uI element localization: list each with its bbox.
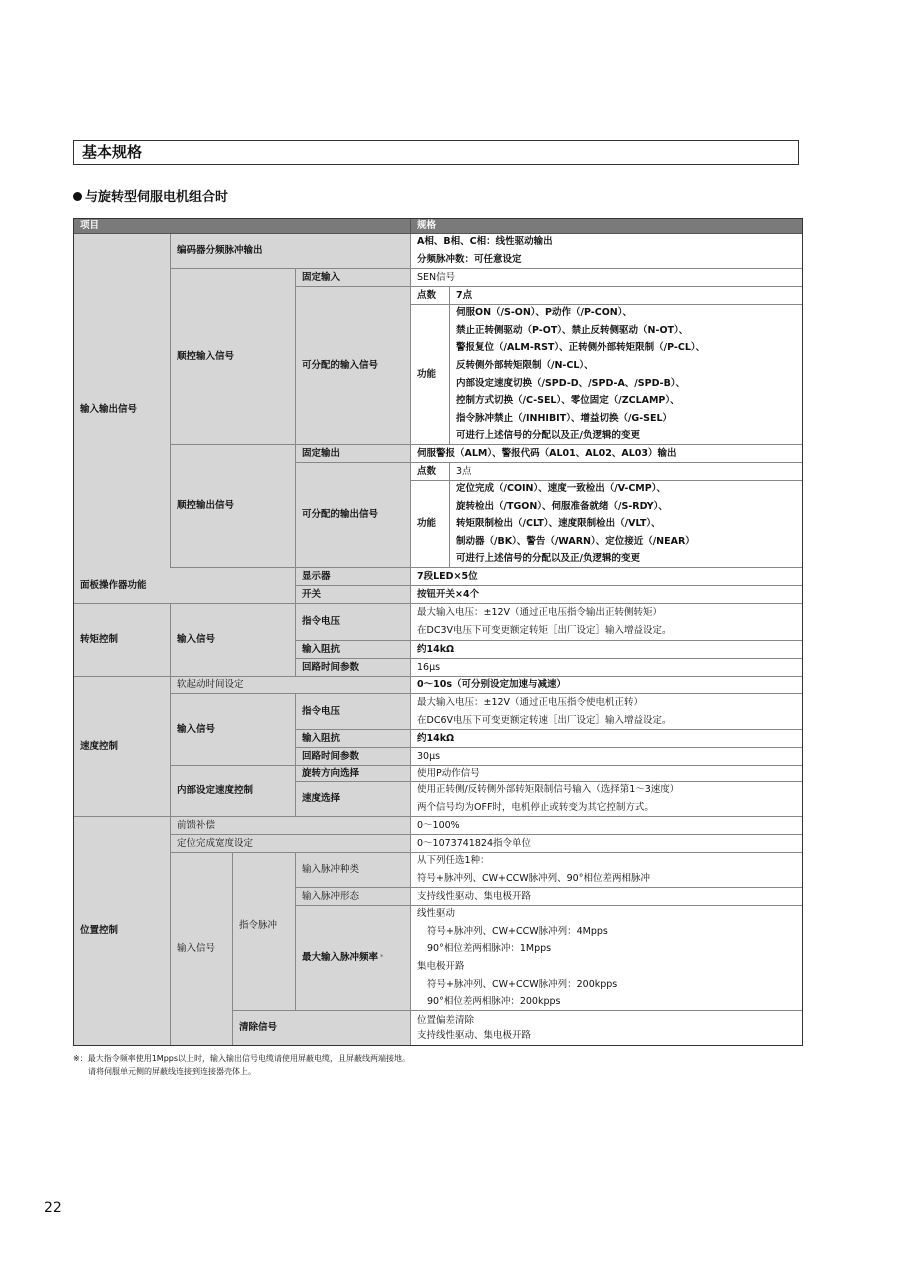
points-in-label: 点数 xyxy=(411,287,450,305)
panel-label: 面板操作器功能 xyxy=(74,568,296,604)
speed-cmd-label: 指令电压 xyxy=(296,694,411,730)
speed-select-value: 使用正转侧/反转侧外部转矩限制信号输入（选择第1～3速度） 两个信号均为OFF时，电机停止或转变为其它控制方式。 xyxy=(411,782,802,817)
header-spec: 规格 xyxy=(411,219,802,234)
fixed-in-value: SEN信号 xyxy=(411,269,802,287)
points-in-value: 7点 xyxy=(450,287,802,305)
footnote xyxy=(73,1052,410,1078)
fixed-in-label: 固定输入 xyxy=(296,269,411,287)
speed-imp-value: 约14kΩ xyxy=(411,730,802,748)
max-freq-label: 最大输入脉冲频率 * xyxy=(296,906,411,1011)
speed-input-label: 输入信号 xyxy=(171,694,296,766)
speed-select-label: 速度选择 xyxy=(296,782,411,817)
position-label: 位置控制 xyxy=(74,817,171,1045)
seq-out-label: 顺控输出信号 xyxy=(171,445,296,568)
feedforward-value: 0～100% xyxy=(411,817,802,835)
func-out-list: 定位完成（/COIN）、速度一致检出（/V-CMP）、 旋转检出（/TGON）、伺服准备就绪（/S-RDY）、 转矩限制检出（/CLT）、速度限制检出（/VLT）、 制动器（/BK）、警告（/WARN）、定位接近（/NEAR） 可进行上述信号的分配以及正/负逻辑的变更 xyxy=(450,481,802,568)
display-value: 7段LED×5位 xyxy=(411,568,802,586)
clear-label: 清除信号 xyxy=(233,1011,411,1045)
seq-in-label: 顺控输入信号 xyxy=(171,269,296,445)
torque-cmd-value: 最大输入电压：±12V（通过正电压指令输出正转侧转矩） 在DC3V电压下可变更额定转矩［出厂设定］输入增益设定。 xyxy=(411,604,802,641)
pos-input-label: 输入信号 xyxy=(171,853,233,1045)
spec-table xyxy=(73,218,803,1046)
pulse-form-value: 支持线性驱动、集电极开路 xyxy=(411,888,802,906)
feedforward-label: 前馈补偿 xyxy=(171,817,411,835)
speed-time-label: 回路时间参数 xyxy=(296,748,411,766)
func-in-label: 功能 xyxy=(411,305,450,445)
subtitle-text: 与旋转型伺服电机组合时 xyxy=(85,190,229,205)
torque-imp-value: 约14kΩ xyxy=(411,641,802,659)
switch-label: 开关 xyxy=(296,586,411,604)
speed-cmd-value: 最大输入电压：±12V（通过正电压指令使电机正转） 在DC6V电压下可变更额定转速［出厂设定］输入增益设定。 xyxy=(411,694,802,730)
soft-start-label: 软起动时间设定 xyxy=(171,677,411,694)
encoder-value: A相、B相、C相：线性驱动输出 分频脉冲数：可任意设定 xyxy=(411,234,802,269)
fixed-out-label: 固定输出 xyxy=(296,445,411,463)
width-value: 0～1073741824指令单位 xyxy=(411,835,802,853)
switch-value: 按钮开关×4个 xyxy=(411,586,802,604)
direction-label: 旋转方向选择 xyxy=(296,766,411,782)
assign-out-label: 可分配的输出信号 xyxy=(296,463,411,568)
func-in-list: 伺服ON（/S-ON）、P动作（/P-CON）、 禁止正转侧驱动（P-OT）、禁止反转侧驱动（N-OT）、 警报复位（/ALM-RST）、正转侧外部转矩限制（/P-CL）、 反转侧外部转矩限制（/N-CL）、 内部设定速度切换（/SPD-D、/SPD-A、/SPD-B）、 控制方式切换（/C-SEL）、零位固定（/ZCLAMP）、 指令脉冲禁止（/INHIBIT）、增益切换（/G-SEL） 可进行上述信号的分配以及正/负逻辑的变更 xyxy=(450,305,802,445)
speed-imp-label: 输入阻抗 xyxy=(296,730,411,748)
points-out-label: 点数 xyxy=(411,463,450,481)
internal-speed-label: 内部设定速度控制 xyxy=(171,766,296,817)
clear-values: 位置偏差清除 支持线性驱动、集电极开路 xyxy=(411,1011,802,1045)
torque-input-label: 输入信号 xyxy=(171,604,296,677)
max-freq-values: 线性驱动 符号+脉冲列、CW+CCW脉冲列：4Mpps 90°相位差两相脉冲：1Mpps 集电极开路 符号+脉冲列、CW+CCW脉冲列：200kpps 90°相位差两相脉冲：200kpps xyxy=(411,906,802,1011)
speed-label: 速度控制 xyxy=(74,677,171,817)
section-title: 基本规格 xyxy=(73,140,799,165)
torque-imp-label: 输入阻抗 xyxy=(296,641,411,659)
points-out-value: 3点 xyxy=(450,463,802,481)
footnote-line: ※：最大指令频率使用1Mpps以上时，输入输出信号电缆请使用屏蔽电缆，且屏蔽线两端接地。 xyxy=(73,1054,411,1063)
display-label: 显示器 xyxy=(296,568,411,586)
torque-time-value: 16μs xyxy=(411,659,802,677)
torque-label: 转矩控制 xyxy=(74,604,171,677)
torque-cmd-label: 指令电压 xyxy=(296,604,411,641)
pulse-label: 指令脉冲 xyxy=(233,853,296,1011)
pulse-type-label: 输入脉冲种类 xyxy=(296,853,411,888)
io-label: 输入输出信号 xyxy=(74,234,171,586)
footnote-line: 请将伺服单元侧的屏蔽线连接到连接器壳体上。 xyxy=(88,1067,256,1076)
pulse-type-value: 从下列任选1种： 符号+脉冲列、CW+CCW脉冲列、90°相位差两相脉冲 xyxy=(411,853,802,888)
soft-start-value: 0～10s（可分别设定加速与减速） xyxy=(411,677,802,694)
torque-time-label: 回路时间参数 xyxy=(296,659,411,677)
func-out-label: 功能 xyxy=(411,481,450,568)
speed-time-value: 30μs xyxy=(411,748,802,766)
fixed-out-value: 伺服警报（ALM）、警报代码（AL01、AL02、AL03）输出 xyxy=(411,445,802,463)
encoder-label: 编码器分频脉冲输出 xyxy=(171,234,411,269)
width-label: 定位完成宽度设定 xyxy=(171,835,411,853)
assign-in-label: 可分配的输入信号 xyxy=(296,287,411,445)
subtitle xyxy=(73,186,228,205)
header-item: 项目 xyxy=(74,219,411,234)
page-number: 22 xyxy=(44,1200,62,1216)
bullet-icon xyxy=(73,192,82,201)
direction-value: 使用P动作信号 xyxy=(411,766,802,782)
pulse-form-label: 输入脉冲形态 xyxy=(296,888,411,906)
